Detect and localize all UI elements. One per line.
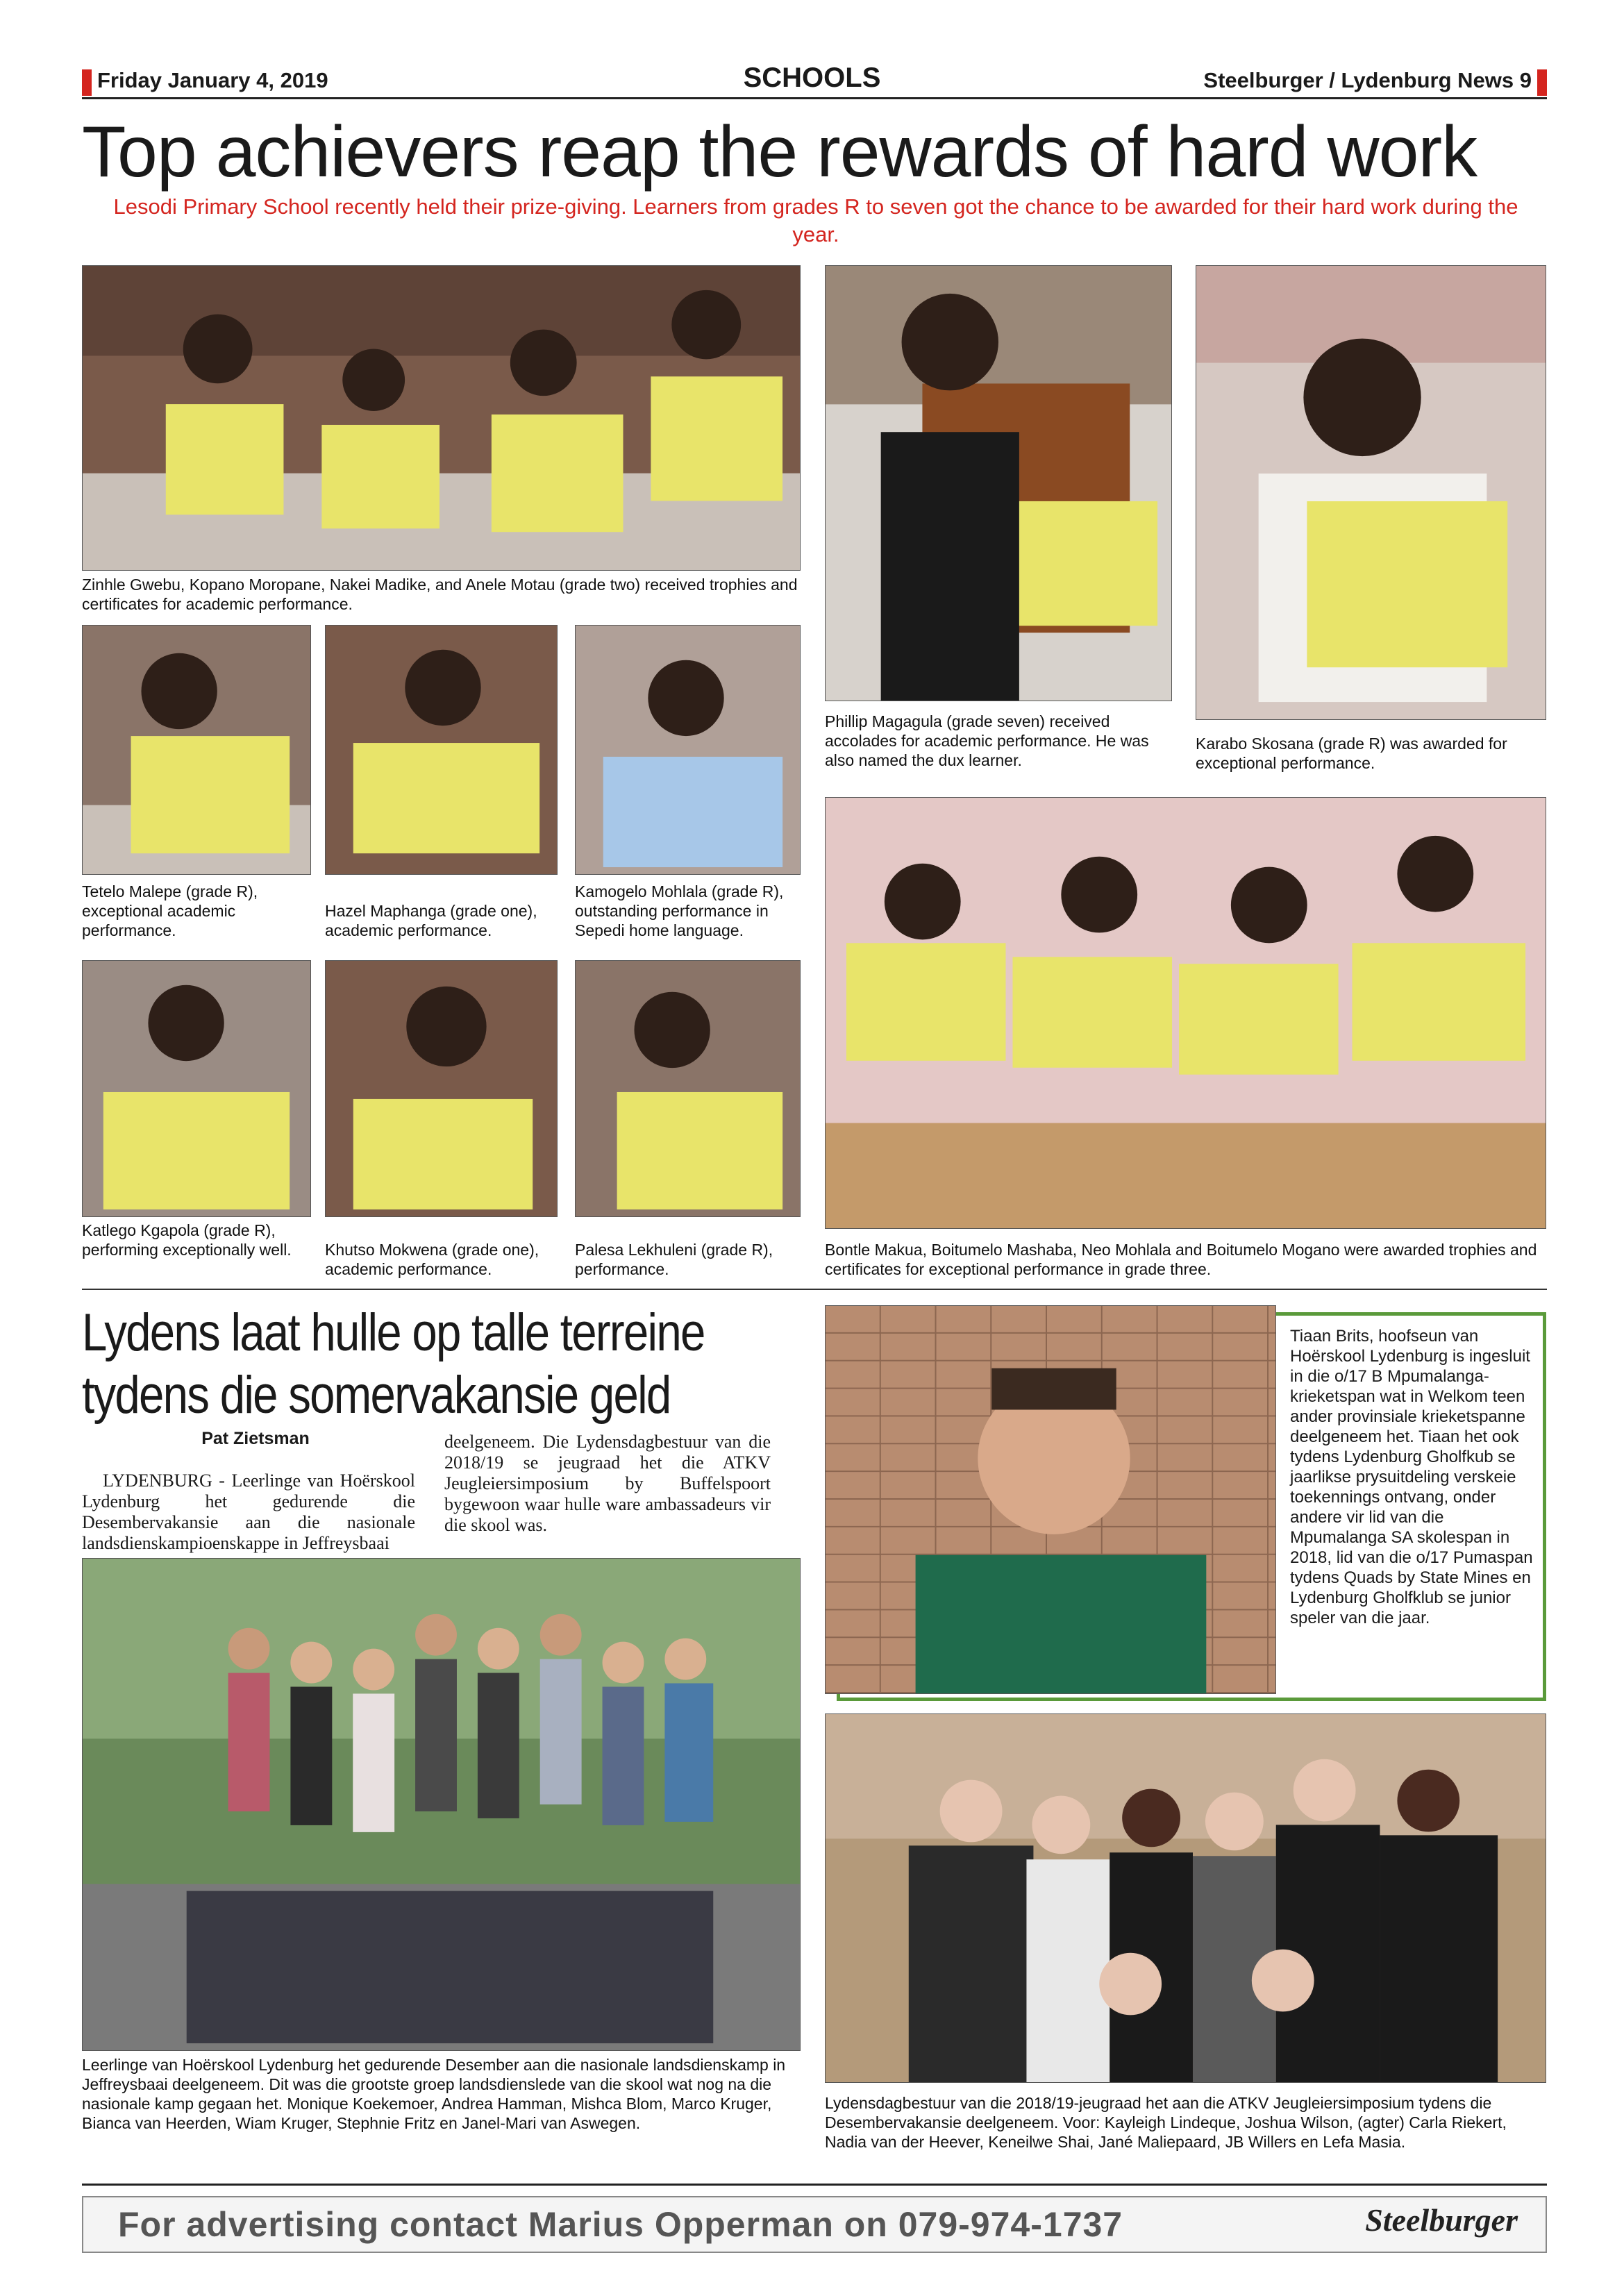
photo-karabo-skosana <box>1196 265 1546 720</box>
caption-phillip: Phillip Magagula (grade seven) received accolades for academic performance. He was also named the dux learner. <box>825 712 1149 769</box>
caption-kamogelo: Kamogelo Mohlala (grade R), outstanding performance in Sepedi home language. <box>575 882 784 939</box>
steelburger-logo: Steelburger <box>1365 2202 1518 2238</box>
photo-hazel-maphanga <box>325 625 558 875</box>
caption-khutso: Khutso Mokwena (grade one), academic performance. <box>325 1241 539 1278</box>
article-standfirst: Lesodi Primary School recently held their prize-giving. Learners from grades R to seven got the chance to be awarded for their hard work during the year. <box>113 194 1518 246</box>
advert-text: For advertising contact Marius Opperman on 079-974-1737 <box>118 2205 1123 2244</box>
photo-tiaan-brits <box>825 1305 1276 1694</box>
caption-grade-three: Bontle Makua, Boitumelo Mashaba, Neo Mohlala and Boitumelo Mogano were awarded trophies and certificates for exceptional performance in grade three. <box>825 1241 1537 1278</box>
caption-camp: Leerlinge van Hoërskool Lydenburg het gedurende Desember aan die nasionale landsdienskamp in Jeffreysbaai deelgeneem. Dit was die grootste groep landsdienslede van die skool wat nog na die nasionale kamp gegaan het. Monique Koekemoer, Andrea Hamman, Mishca Blom, Marco Kruger, Bianca van Heerden, Wiam Kruger, Stephnie Fritz en Janel-Mari van Aswegen. <box>82 2056 786 2132</box>
photo-katlego-kgapola <box>82 960 311 1217</box>
photo-tetelo-malepe <box>82 625 311 875</box>
photo-grade-two-group <box>82 265 801 571</box>
caption-hazel: Hazel Maphanga (grade one), academic performance. <box>325 902 537 939</box>
advert-footer <box>82 2196 1547 2253</box>
article2-column-2: deelgeneem. Die Lydensdagbestuur van die 2018/19 se jeugraad het die ATKV Jeugleiersimposium by Buffelspoort bygewoon waar hulle ware ambassadeurs vir die skool was. <box>444 1432 771 1535</box>
photo-palesa-lekhuleni <box>575 960 801 1217</box>
header-rule <box>82 97 1547 99</box>
article2-column-1: LYDENBURG - Leerlinge van Hoërskool Lydenburg het gedurende die Desembervakansie aan die nasionale landsdienskampioenskappe in Jeffreysbaai <box>82 1470 415 1553</box>
article2-byline: Pat Zietsman <box>201 1429 310 1448</box>
photo-phillip-magagula <box>825 265 1172 701</box>
photo-kamogelo-mohlala <box>575 625 801 875</box>
article-divider <box>82 1289 1547 1290</box>
article2-headline: Lydens laat hulle op talle terreine tydens die somervakansie geld <box>82 1303 705 1425</box>
article-headline: Top achievers reap the rewards of hard work <box>82 112 1477 192</box>
caption-karabo: Karabo Skosana (grade R) was awarded for exceptional performance. <box>1196 735 1507 772</box>
photo-khutso-mokwena <box>325 960 558 1217</box>
photo-landsdienskamp-group <box>82 1558 801 2051</box>
photo-atkv-group <box>825 1713 1546 2083</box>
issue-date: Friday January 4, 2019 <box>97 68 328 92</box>
caption-grade-two: Zinhle Gwebu, Kopano Moropane, Nakei Madike, and Anele Motau (grade two) received trophies and certificates for academic performance. <box>82 576 798 613</box>
photo-grade-three-group <box>825 797 1546 1229</box>
caption-palesa: Palesa Lekhuleni (grade R), performance. <box>575 1241 773 1278</box>
paper-page-label: Steelburger / Lydenburg News 9 <box>1203 68 1532 92</box>
caption-atkv: Lydensdagbestuur van die 2018/19-jeugraad het aan die ATKV Jeugleiersimposium tydens die Desembervakansie deelgeneem. Voor: Kayleigh Lindeque, Joshua Wilson, (agter) Carla Riekert, Nadia van der Heever, Keneilwe Shai, Jané Maliepaard, JB Willers en Lefa Masia. <box>825 2094 1507 2151</box>
caption-tetelo: Tetelo Malepe (grade R), exceptional academic performance. <box>82 882 258 939</box>
footer-rule <box>82 2184 1547 2186</box>
section-title: SCHOOLS <box>743 62 881 93</box>
header-accent-right <box>1537 69 1547 96</box>
sidebar-text: Tiaan Brits, hoofseun van Hoërskool Lydenburg is ingesluit in die o/17 B Mpumalanga-krieketspan wat in Welkom teen ander provinsiale krieketspanne deelgeneem het. Tiaan het ook tydens Lydenburg Gholfkub se jaarlikse prysuitdeling verskeie toekennings ontvang, onder andere vir lid van die Mpumalanga SA skolespan in 2018, lid van die o/17 Pumaspan tydens Quads by State Mines en Lydenburg Gholfklub se junior speler van die jaar. <box>1290 1327 1533 1627</box>
caption-katlego: Katlego Kgapola (grade R), performing exceptionally well. <box>82 1221 292 1259</box>
